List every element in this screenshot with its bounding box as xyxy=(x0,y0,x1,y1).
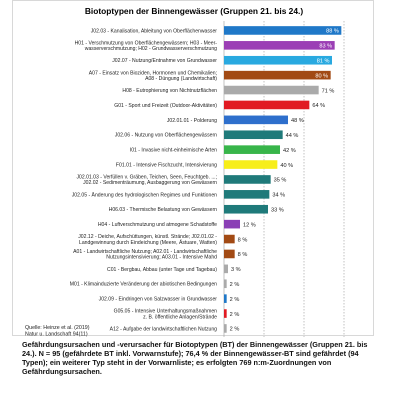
bar-8 xyxy=(224,145,280,154)
category-label-0-0: J02.03 - Kanalisation, Ableitung von Oberflächenwasser xyxy=(90,28,217,35)
bar-value-label-14: 8 % xyxy=(237,237,248,244)
bar-value-label-8: 42 % xyxy=(283,147,296,154)
bar-14 xyxy=(224,235,235,244)
bar-value-label-11: 34 % xyxy=(272,192,286,199)
category-label-18-0: J02.09 - Eindringen von Salzwasser in Grundwasser xyxy=(98,296,217,303)
chart-panel xyxy=(12,0,374,336)
bar-value-label-13: 12 % xyxy=(243,222,256,229)
category-label-2-0: J02.07 - Nutzung/Entnahme von Grundwasser xyxy=(112,58,217,65)
category-label-11-0: J02.05 - Änderung des hydrologischen Regimes und Funktionen xyxy=(71,192,217,199)
bar-value-label-18: 2 % xyxy=(229,296,240,303)
bar-value-label-5: 64 % xyxy=(312,103,326,110)
bar-11 xyxy=(224,190,269,199)
category-label-10-0: J02.01.03 - Verfüllen v. Gräben, Teichen, Seen, Feuchtgeb. ...; xyxy=(76,174,217,181)
bar-16 xyxy=(224,265,228,274)
bar-15 xyxy=(224,250,235,259)
bar-value-label-10: 35 % xyxy=(273,177,287,184)
category-label-4-0: H08 - Eutrophierung von Nichtnutzflächen xyxy=(122,87,217,94)
bar-value-label-12: 33 % xyxy=(271,207,284,214)
category-label-14-1: Landgewinnung durch Eindeichung (Meere, Ästuare, Watten) xyxy=(79,239,217,246)
category-label-6-0: J02.01.01 - Polderung xyxy=(166,117,217,124)
bar-value-label-7: 44 % xyxy=(285,132,299,139)
bar-5 xyxy=(224,101,309,110)
bar-7 xyxy=(224,130,283,139)
bar-value-label-2: 81 % xyxy=(316,58,330,65)
bar-value-label-4: 71 % xyxy=(321,88,335,95)
bar-4 xyxy=(224,86,319,95)
bar-18 xyxy=(224,294,227,303)
bar-20 xyxy=(224,324,227,333)
category-label-1-1: wasserverschmutzung; H02 - Grundwasserverschmutzung xyxy=(84,46,217,53)
bar-value-label-15: 8 % xyxy=(237,252,248,259)
source-note-0: Quelle: Heinze et al. (2019) xyxy=(25,325,90,331)
category-label-12-0: H06.03 - Thermische Belastung von Gewässern xyxy=(108,207,217,214)
category-label-5-0: G01 - Sport und Freizeit (Outdoor-Aktivitäten) xyxy=(114,102,217,109)
bar-12 xyxy=(224,205,268,214)
bar-19 xyxy=(224,309,227,318)
category-label-3-0: A07 - Einsatz von Bioziden, Hormonen und Chemikalien; xyxy=(88,70,217,77)
bar-chart xyxy=(13,1,375,337)
bar-0 xyxy=(224,26,341,35)
category-label-19-0: G05.05 - Intensive Unterhaltungsmaßnahmen xyxy=(113,308,217,315)
bar-13 xyxy=(224,220,240,229)
category-label-7-0: J02.06 - Nutzung von Oberflächengewässern xyxy=(114,132,217,139)
bar-value-label-16: 3 % xyxy=(231,267,241,274)
category-label-1-0: H01 - Verschmutzung von Oberflächengewässern; H03 - Meer- xyxy=(74,40,217,47)
bar-10 xyxy=(224,175,271,184)
category-label-15-1: Nutzungsintensivierung; A03.01 - Intensive Mahd xyxy=(106,254,217,261)
bar-value-label-6: 48 % xyxy=(291,118,304,125)
bar-value-label-0: 88 % xyxy=(326,28,339,35)
category-label-13-0: H04 - Luftverschmutzung und atmogene Schadstoffe xyxy=(97,222,217,229)
category-label-17-0: M01 - Klimainduzierte Veränderung der abiotischen Bedingungen xyxy=(69,281,217,288)
source-note-1: Natur u. Landschaft 94(11) xyxy=(25,331,88,337)
bar-6 xyxy=(224,116,288,125)
category-label-3-1: A08 - Düngung (Landwirtschaft) xyxy=(145,75,217,82)
category-label-20-0: A12 - Aufgabe der landwirtschaftlichen Nutzung xyxy=(109,326,217,333)
category-label-19-1: z. B. öffentliche Anlagen/Strände xyxy=(143,314,217,321)
category-label-8-0: I01 - Invasive nicht-einheimische Arten xyxy=(129,147,217,154)
category-label-14-0: J02.12 - Deiche, Aufschüttungen, künstl. Strände; J02.01.02 - xyxy=(78,234,217,241)
chart-title: Biotoptypen der Binnengewässer (Gruppen 21. bis 24.) xyxy=(84,6,304,16)
bar-value-label-17: 2 % xyxy=(229,281,240,288)
category-label-15-0: A01 - Landwirtschaftliche Nutzung; A02.01 - Landwirtschaftliche xyxy=(73,249,217,256)
bar-value-label-20: 2 % xyxy=(229,326,240,333)
bar-value-label-3: 80 % xyxy=(315,73,329,80)
bar-value-label-1: 83 % xyxy=(319,43,333,50)
bar-value-label-9: 40 % xyxy=(280,162,294,169)
bar-value-label-19: 2 % xyxy=(229,311,240,318)
figure-caption: Gefährdungsursachen und -verursacher für Biotoptypen (BT) der Binnengewässer (Gruppen 21. bis 24.). N = 95 (gefährdete BT inkl. Vorwarnstufe); 76,4 % der Binnengewässer-BT sind gefährdet (94 Typen); ein weiterer Typ steht in der Vorwarnliste; es erfolgten 769 n:m-Zuordnungen von Gefährdungsursachen. xyxy=(22,340,368,377)
bar-9 xyxy=(224,160,277,169)
category-label-10-1: J02.02 - Sedimenträumung, Ausbaggerung von Gewässern xyxy=(83,180,217,187)
category-label-16-0: C01 - Bergbau, Abbau (unter Tage und Tagebau) xyxy=(107,266,217,273)
category-label-9-0: F01.01 - Intensive Fischzucht, Intensivierung xyxy=(115,162,217,169)
bar-1 xyxy=(224,41,335,50)
bar-17 xyxy=(224,279,227,288)
